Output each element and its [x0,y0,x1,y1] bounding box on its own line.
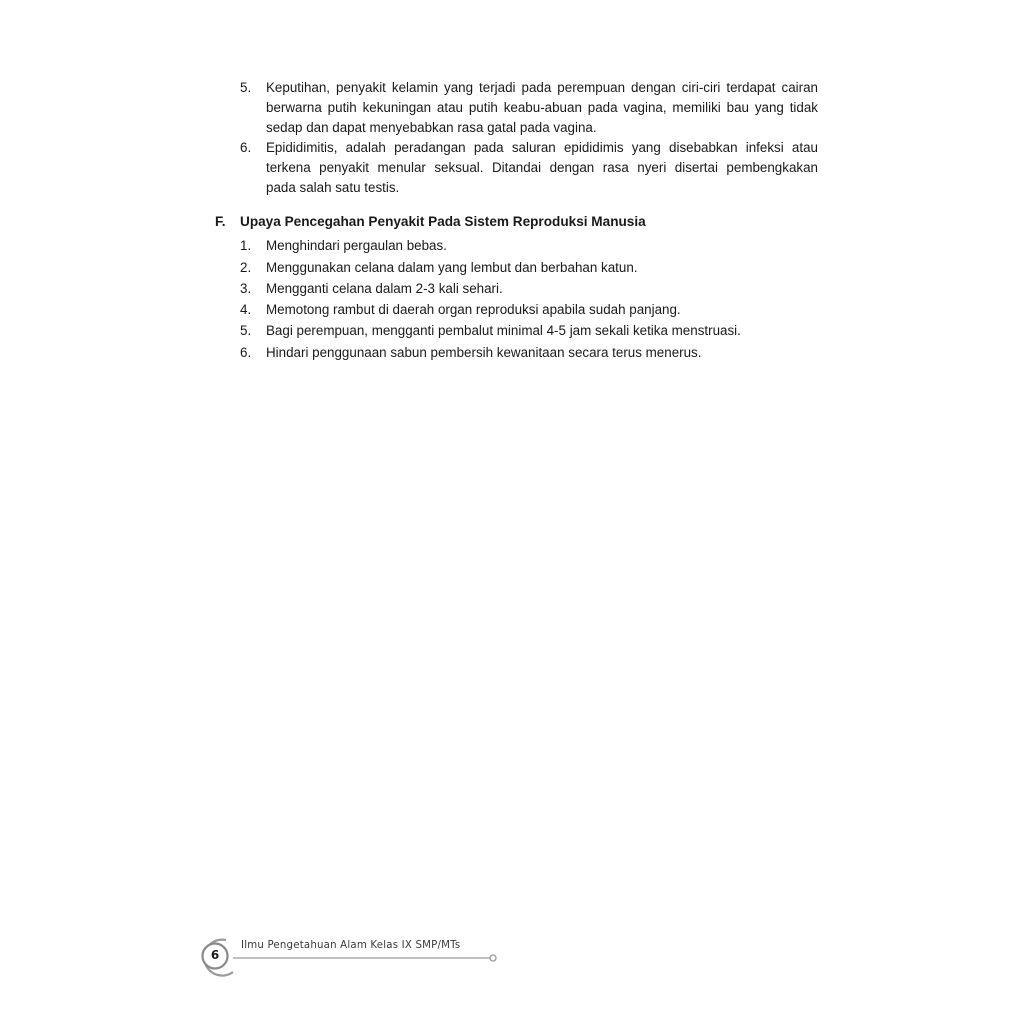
list-item-number: 2. [240,260,252,275]
list-item [240,279,818,299]
list-item-text: Hindari penggunaan sabun pembersih kewanitaan secara terus menerus. [266,345,702,360]
list-item [240,300,818,320]
text-line: terkena penyakit menular seksual. Ditandai dengan rasa nyeri disertai pembengkakan [266,160,818,175]
list-item-text: Menghindari pergaulan bebas. [266,238,447,253]
section-title: Upaya Pencegahan Penyakit Pada Sistem Reproduksi Manusia [240,214,646,229]
text-line: sedap dan dapat menyebabkan rasa gatal pada vagina. [266,120,597,135]
list-item-number: 4. [240,302,252,317]
list-item [240,321,818,341]
section-letter: F. [215,214,226,229]
list-item-text: Mengganti celana dalam 2-3 kali sehari. [266,281,503,296]
text-line: pada salah satu testis. [266,180,400,195]
list-item [240,258,818,278]
list-item [240,236,818,256]
text-line: Epididimitis, adalah peradangan pada saluran epididimis yang disebabkan infeksi atau [266,140,818,155]
list-item [240,78,818,138]
list-item-number: 5. [240,80,252,95]
list-item-text [266,78,818,138]
list-item-number: 1. [240,238,252,253]
text-line: Keputihan, penyakit kelamin yang terjadi pada perempuan dengan ciri-ciri terdapat cairan [266,80,818,95]
list-item-text: Bagi perempuan, mengganti pembalut minimal 4-5 jam sekali ketika menstruasi. [266,323,741,338]
list-item-number: 6. [240,345,252,360]
list-item-number: 3. [240,281,252,296]
list-item [240,138,818,198]
footer-rule-end-dot [490,955,496,961]
page-number: 6 [210,948,220,962]
book-title: Ilmu Pengetahuan Alam Kelas IX SMP/MTs [241,940,461,951]
text-line: berwarna putih kekuningan atau putih keabu-abuan pada vagina, memiliki bau yang tidak [266,100,818,115]
list-item [240,343,818,363]
list-item-text: Memotong rambut di daerah organ reproduksi apabila sudah panjang. [266,302,681,317]
list-item-text [266,138,818,198]
list-item-text: Menggunakan celana dalam yang lembut dan berbahan katun. [266,260,638,275]
list-item-number: 5. [240,323,252,338]
list-item-number: 6. [240,140,252,155]
page-footer [196,936,506,978]
